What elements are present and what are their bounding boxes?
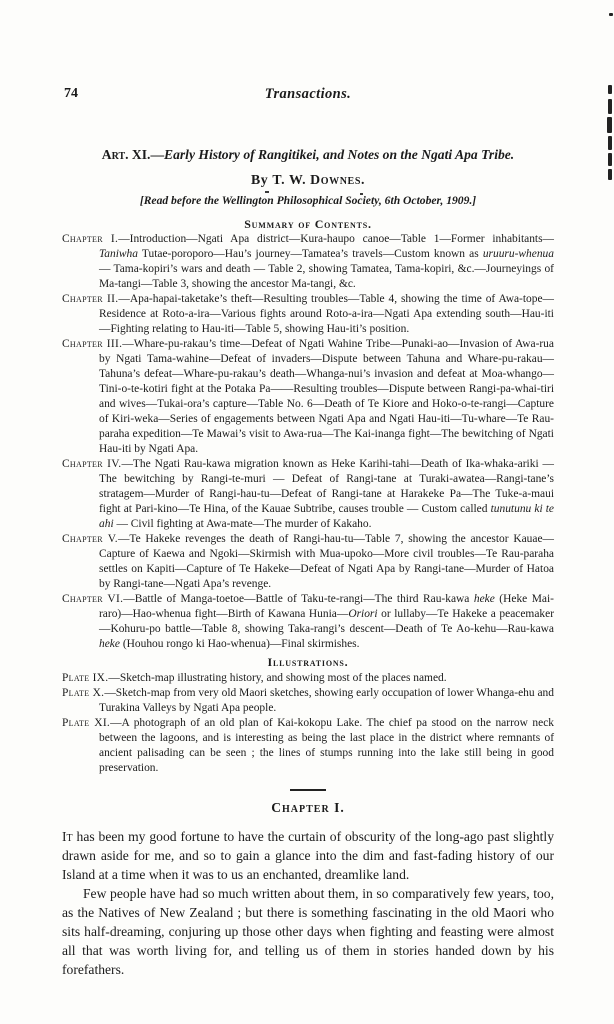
chapter-text: —Apa-hapai-taketake’s theft—Resulting troubles—Table 4, showing the time of Awa-tope—Residence at Roto-a-ira—Various fights around Roto-a-ira—Ngati Apa extending south—Hau-iti—Fighting relating to Hau-iti—Table 5, showing Hau-iti’s position. bbox=[99, 293, 554, 335]
title-dash: — bbox=[150, 147, 165, 162]
plate-text: —A photograph of an old plan of Kai-kokopu Lake. The chief pa stood on the narrow neck between the lagoons, and is interesting as being the last place in the district where remnants of ancient palisading can be seen ; the lines of stumps running into the lake still being in good preservation. bbox=[99, 717, 554, 774]
paragraph-text: has been my good fortune to have the curtain of obscurity of the long-ago past slightly drawn aside for me, and so to gain a glance into the dim and fast-fading history of our Island at a time when it was to us an enchanted, dreamlike land. bbox=[62, 829, 554, 882]
page-header bbox=[62, 86, 554, 104]
scan-artifact bbox=[608, 153, 612, 166]
page-number: 74 bbox=[64, 86, 78, 101]
chapter-label: Chapter I. bbox=[62, 233, 119, 245]
plate-label: Plate X. bbox=[62, 687, 105, 699]
scan-artifact bbox=[608, 85, 612, 94]
chapter-summary-entry bbox=[62, 292, 554, 337]
body-paragraph bbox=[62, 827, 554, 884]
section-divider bbox=[290, 789, 326, 791]
plate-entry bbox=[62, 671, 554, 686]
plate-text: —Sketch-map from very old Maori sketches, showing early occupation of lower Whanga-ehu and Turakina Valleys by Ngati Apa people. bbox=[99, 687, 554, 714]
chapter-text: —Battle of Manga-toetoe—Battle of Taku-te-rangi—The third Rau-kawa heke (Heke Mai-raro)—Hao-whenua fight—Birth of Kawana Hunia—Oriori or lullaby—Te Hakeke a peacemaker—Kohuru-po battle—Table 8, showing Taka-rangi’s descent—Death of Te Ao-kehu—Rau-kawa heke (Houhou rongo ki Hao-whenua)—Final skirmishes. bbox=[99, 593, 555, 650]
page-content bbox=[62, 0, 554, 979]
scan-artifact bbox=[608, 169, 612, 180]
scan-artifact bbox=[607, 117, 612, 133]
scan-artifact bbox=[608, 99, 612, 114]
chapter-summary-entry bbox=[62, 457, 554, 532]
byline bbox=[62, 172, 554, 188]
chapter-label: Chapter VI. bbox=[62, 593, 124, 605]
summary-heading: Summary of Contents. bbox=[244, 217, 372, 231]
scan-artifact bbox=[609, 13, 613, 16]
plate-label: Plate IX. bbox=[62, 672, 109, 684]
read-before-note: [Read before the Wellington Philosophical Society, 6th October, 1909.] bbox=[139, 194, 477, 207]
chapter-text: —Te Hakeke revenges the death of Rangi-hau-tu—Table 7, showing the ancestor Kauae—Capture of Kaewa and Ngoki—Skirmish with Mua-upoko—More civil troubles—Te Rau-paraha settles on Kapiti—Capture of Te Hakeke—Defeat of Ngati Apa by Rangi-tane—Murder of Hatoa by Rangi-tane—Ngati Apa’s revenge. bbox=[99, 533, 554, 590]
illustrations-heading: Illustrations. bbox=[267, 655, 349, 669]
chapter-label: Chapter III. bbox=[62, 338, 123, 350]
running-header: Transactions. bbox=[264, 86, 352, 102]
plate-entry bbox=[62, 686, 554, 716]
plate-label: Plate XI. bbox=[62, 717, 111, 729]
lead-word: It bbox=[62, 829, 73, 844]
chapter-label: Chapter V. bbox=[62, 533, 118, 545]
plate-entry bbox=[62, 716, 554, 776]
chapter-text: —The Ngati Rau-kawa migration known as Heke Karihi-tahi—Death of Ika-whaka-ariki — The bewitching by Rangi-te-muri — Defeat of Rangi-tane at Turaki-awatea—Rangi-tane’s stratagem—Murder of Rangi-hau-tu—Defeat of Rangi-tane at Harakeke Pa—The Tuke-a-maui fight at Pari-kino—Te Hina, of the Kauae Subtribe, causes trouble — Custom called tunutunu ki te ahi — Civil fighting at Awa-mate—The murder of Kakaho. bbox=[99, 458, 554, 530]
plate-text: —Sketch-map illustrating history, and showing most of the places named. bbox=[108, 672, 447, 684]
article-title-text: Early History of Rangitikei, and Notes on the Ngati Apa Tribe. bbox=[164, 147, 515, 162]
chapter-label: Chapter IV. bbox=[62, 458, 122, 470]
chapter-one-heading: Chapter I. bbox=[271, 800, 345, 815]
chapter-summary-entry bbox=[62, 232, 554, 292]
chapter-text: —Introduction—Ngati Apa district—Kura-haupo canoe—Table 1—Former inhabitants—Taniwha Tutae-poroporo—Hau’s journey—Tamatea’s travels—Custom known as uruuru-whenua — Tama-kopiri’s wars and death — Table 2, showing Tamatea, Tama-kopiri, &c.—Journeyings of Ma-tangi—Table 3, showing the ancestor Ma-tangi, &c. bbox=[99, 233, 554, 290]
chapter-summary-entry bbox=[62, 337, 554, 457]
scan-artifact bbox=[608, 136, 612, 150]
chapter-summary-entry bbox=[62, 592, 554, 652]
byline-prefix: By bbox=[250, 172, 273, 187]
author-name: T. W. Downes. bbox=[272, 172, 366, 187]
article-title bbox=[62, 146, 554, 163]
chapter-label: Chapter II. bbox=[62, 293, 119, 305]
body-paragraph: Few people have had so much written about them, in so comparatively few years, too, as the Natives of New Zealand ; but there is something fascinating in the old Maori who sits half-dreaming, conjuring up those other days when fighting and feasting were almost all that was worth living for, and telling us of them in stories handed down by his forefathers. bbox=[62, 886, 554, 977]
chapter-summary-entry bbox=[62, 532, 554, 592]
article-label: Art. XI. bbox=[101, 147, 151, 162]
chapter-text: —Whare-pu-rakau’s time—Defeat of Ngati Wahine Tribe—Punaki-ao—Invasion of Awa-rua by Ngati Tama-wahine—Defeat of invaders—Dispute between Tahuna and Whare-pu-rakau—Tahuna’s defeat—Whare-pu-rakau’s death—Whanga-nui’s invasion and defeat at Moa-whango—Tini-o-te-kotiri fight at the Potaka Pa——Resulting troubles—Dispute between Rangi-pa-whai-tiri and wives—Tukai-ora’s capture—Table No. 6—Death of Te Kiore and Hoko-o-te-rangi—Capture of Kiri-weka—Series of engagements between Ngati Apa and Ngati Hau-iti—Tu-whare—Te Rau-paraha expedition—Te Mawai’s visit to Awa-rua—The Kai-inanga fight—The bewitching of Ngati Hau-iti by Ngati Apa. bbox=[99, 338, 554, 455]
